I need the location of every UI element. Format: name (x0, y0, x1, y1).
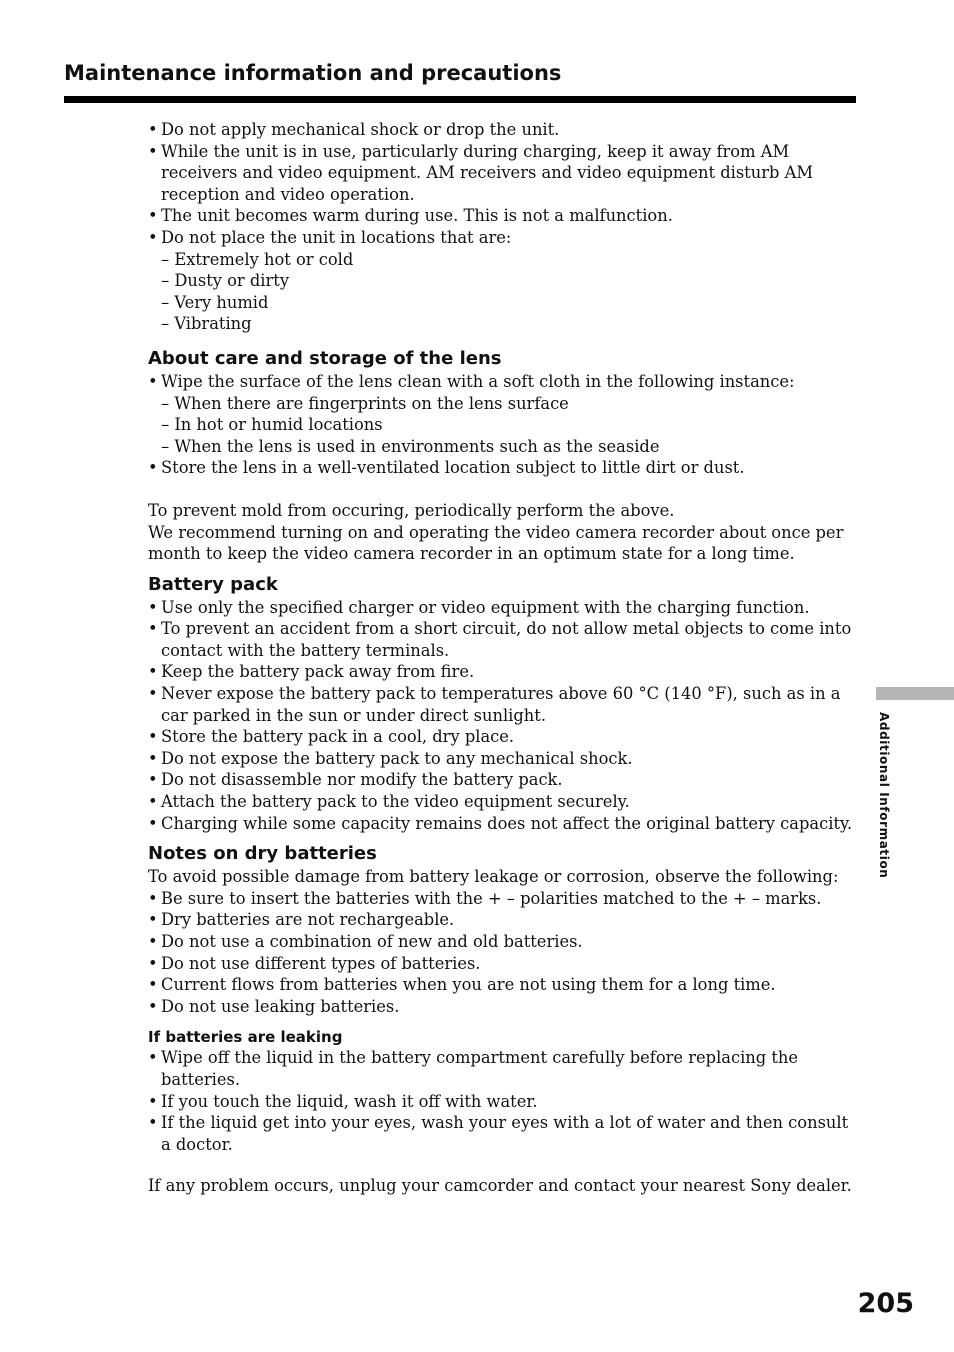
paragraph: To prevent mold from occuring, periodically perform the above. (148, 500, 675, 520)
section-heading-dry-batteries: Notes on dry batteries (148, 843, 377, 865)
sub-list-item: – In hot or humid locations (161, 415, 383, 435)
sub-list-item: – Vibrating (161, 314, 252, 334)
header-rule (64, 96, 856, 103)
list-item: • Do not place the unit in locations that are: (148, 227, 860, 249)
paragraph: To avoid possible damage from battery leakage or corrosion, observe the following: (148, 867, 839, 887)
sub-list-item: – Very humid (161, 292, 269, 312)
paragraph: We recommend turning on and operating the video camera recorder about once per month to keep the video camera recorder in an optimum state for a long time. (148, 522, 844, 564)
page-number: 205 (857, 1288, 914, 1319)
section-heading-lens: About care and storage of the lens (148, 347, 502, 369)
list-item: • Attach the battery pack to the video equipment securely. (148, 791, 860, 813)
list-item: • Wipe the surface of the lens clean with a soft cloth in the following instance: (148, 371, 860, 393)
list-item: • While the unit is in use, particularly during charging, keep it away from AM receivers and video equipment. AM receivers and video equipment disturb AM reception and video operation. (148, 141, 860, 206)
section-tab-marker (876, 687, 954, 700)
list-item: • Keep the battery pack away from fire. (148, 661, 860, 683)
list-item: • If you touch the liquid, wash it off with water. (148, 1091, 860, 1113)
sub-list-item: – When there are fingerprints on the lens surface (161, 393, 569, 413)
list-item: • Charging while some capacity remains does not affect the original battery capacity. (148, 813, 860, 835)
sub-list-item: – Extremely hot or cold (161, 249, 354, 269)
closing-paragraph: If any problem occurs, unplug your camcorder and contact your nearest Sony dealer. (148, 1176, 852, 1196)
section-heading-battery: Battery pack (148, 573, 278, 595)
list-item: • Current flows from batteries when you are not using them for a long time. (148, 974, 860, 996)
list-item: • Do not use a combination of new and old batteries. (148, 931, 860, 953)
list-item: • Be sure to insert the batteries with the + – polarities matched to the + – marks. (148, 888, 860, 910)
page-title: Maintenance information and precautions (64, 61, 562, 85)
list-item: • Do not use different types of batteries. (148, 953, 860, 975)
sub-list-item: – Dusty or dirty (161, 271, 290, 291)
page-content (148, 119, 860, 1197)
list-item: • If the liquid get into your eyes, wash your eyes with a lot of water and then consult a doctor. (148, 1112, 860, 1155)
list-item: • Dry batteries are not rechargeable. (148, 909, 860, 931)
list-item: • Do not expose the battery pack to any mechanical shock. (148, 748, 860, 770)
sub-list-item: – When the lens is used in environments such as the seaside (161, 436, 660, 456)
list-item: • Store the battery pack in a cool, dry place. (148, 726, 860, 748)
list-item: • Wipe off the liquid in the battery compartment carefully before replacing the batteries. (148, 1047, 860, 1090)
list-item: • Store the lens in a well-ventilated location subject to little dirt or dust. (148, 457, 860, 479)
list-item: • Do not use leaking batteries. (148, 996, 860, 1018)
list-item: • Use only the specified charger or video equipment with the charging function. (148, 597, 860, 619)
list-item: • Never expose the battery pack to temperatures above 60 °C (140 °F), such as in a car parked in the sun or under direct sunlight. (148, 683, 860, 726)
subsection-heading-leaking: If batteries are leaking (148, 1028, 343, 1047)
list-item: • Do not disassemble nor modify the battery pack. (148, 769, 860, 791)
list-item: • The unit becomes warm during use. This is not a malfunction. (148, 205, 860, 227)
list-item: • To prevent an accident from a short circuit, do not allow metal objects to come into contact with the battery terminals. (148, 618, 860, 661)
list-item: • Do not apply mechanical shock or drop the unit. (148, 119, 860, 141)
section-side-label: Additional Information (877, 712, 891, 879)
